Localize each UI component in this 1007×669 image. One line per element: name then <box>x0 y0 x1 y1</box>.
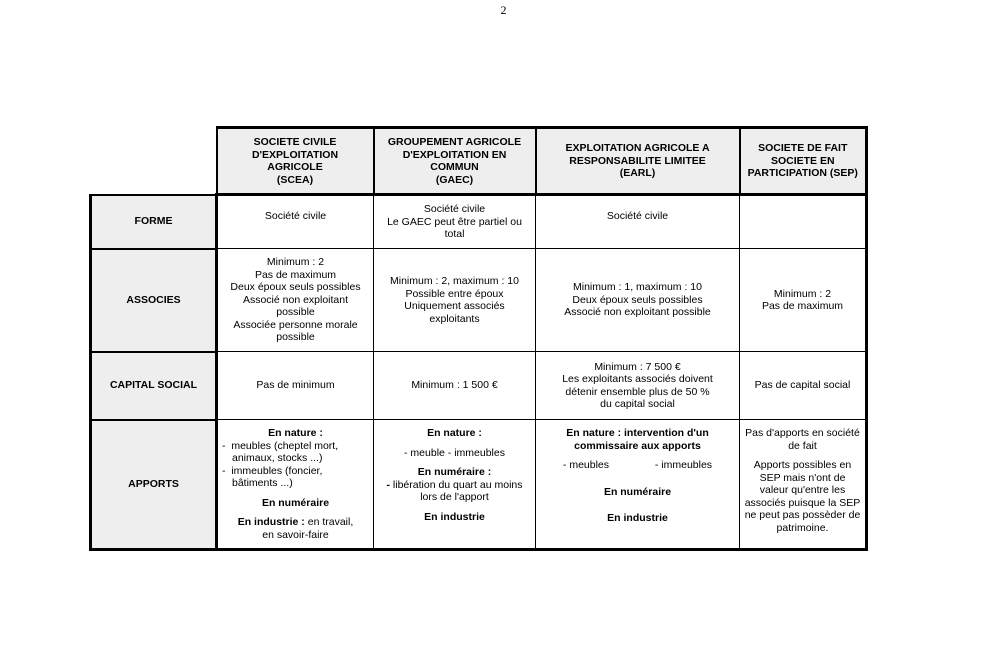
cell-associes-sep: Minimum : 2 Pas de maximum <box>740 249 867 352</box>
list-item: - meubles (cheptel mort, animaux, stocks ...) <box>222 439 339 464</box>
header-earl: EXPLOITATION AGRICOLE A RESPONSABILITE LIMITEE (EARL) <box>536 128 740 195</box>
rowhead-associes: ASSOCIES <box>91 249 217 352</box>
cell-capital-sep: Pas de capital social <box>740 352 867 420</box>
cell-apports-gaec: En nature : - meuble - immeubles En numéraire : - libération du quart au moins lors de l'apport En industrie <box>374 420 536 550</box>
rowhead-apports: APPORTS <box>91 420 217 550</box>
cell-forme-gaec: Société civile Le GAEC peut être partiel ou total <box>374 195 536 249</box>
legal-forms-table <box>89 126 868 551</box>
cell-associes-gaec: Minimum : 2, maximum : 10 Possible entre époux Uniquement associés exploitants <box>374 249 536 352</box>
corner-cell <box>91 128 217 195</box>
cell-capital-earl: Minimum : 7 500 € Les exploitants associés doivent détenir ensemble plus de 50 % du capital social <box>536 352 740 420</box>
cell-capital-gaec: Minimum : 1 500 € <box>374 352 536 420</box>
rowhead-forme: FORME <box>91 195 217 249</box>
page-number: 2 <box>500 3 507 17</box>
list-item: - meubles <box>562 459 610 471</box>
row-associes <box>91 249 867 352</box>
nature-list <box>222 440 369 490</box>
list-item: - immeubles (foncier, bâtiments ...) <box>222 464 323 489</box>
row-forme <box>91 195 867 249</box>
cell-apports-scea: En nature : - meubles (cheptel mort, animaux, stocks ...) - immeubles (foncier, bâtiments ...) En numéraire En industrie : en travail, en savoir-faire <box>217 420 374 550</box>
header-row <box>91 128 867 195</box>
list-item: - immeubles <box>654 459 713 471</box>
cell-forme-earl: Société civile <box>536 195 740 249</box>
row-capital <box>91 352 867 420</box>
rowhead-capital: CAPITAL SOCIAL <box>91 352 217 420</box>
row-apports <box>91 420 867 550</box>
cell-associes-earl: Minimum : 1, maximum : 10 Deux époux seuls possibles Associé non exploitant possible <box>536 249 740 352</box>
header-scea: SOCIETE CIVILE D'EXPLOITATION AGRICOLE (SCEA) <box>217 128 374 195</box>
header-sep: SOCIETE DE FAIT SOCIETE EN PARTICIPATION (SEP) <box>740 128 867 195</box>
cell-forme-scea: Société civile <box>217 195 374 249</box>
cell-capital-scea: Pas de minimum <box>217 352 374 420</box>
cell-associes-scea: Minimum : 2 Pas de maximum Deux époux seuls possibles Associé non exploitant possible Associée personne morale possible <box>217 249 374 352</box>
nature-items <box>540 459 735 472</box>
header-gaec: GROUPEMENT AGRICOLE D'EXPLOITATION EN COMMUN (GAEC) <box>374 128 536 195</box>
cell-apports-earl: En nature : intervention d'un commissaire aux apports - meubles - immeubles En numéraire En industrie <box>536 420 740 550</box>
cell-apports-sep: Pas d'apports en société de fait Apports possibles en SEP mais n'ont de valeur qu'entre les associés puisque la SEP ne peut pas possèder de patrimoine. <box>740 420 867 550</box>
cell-forme-sep <box>740 195 867 249</box>
